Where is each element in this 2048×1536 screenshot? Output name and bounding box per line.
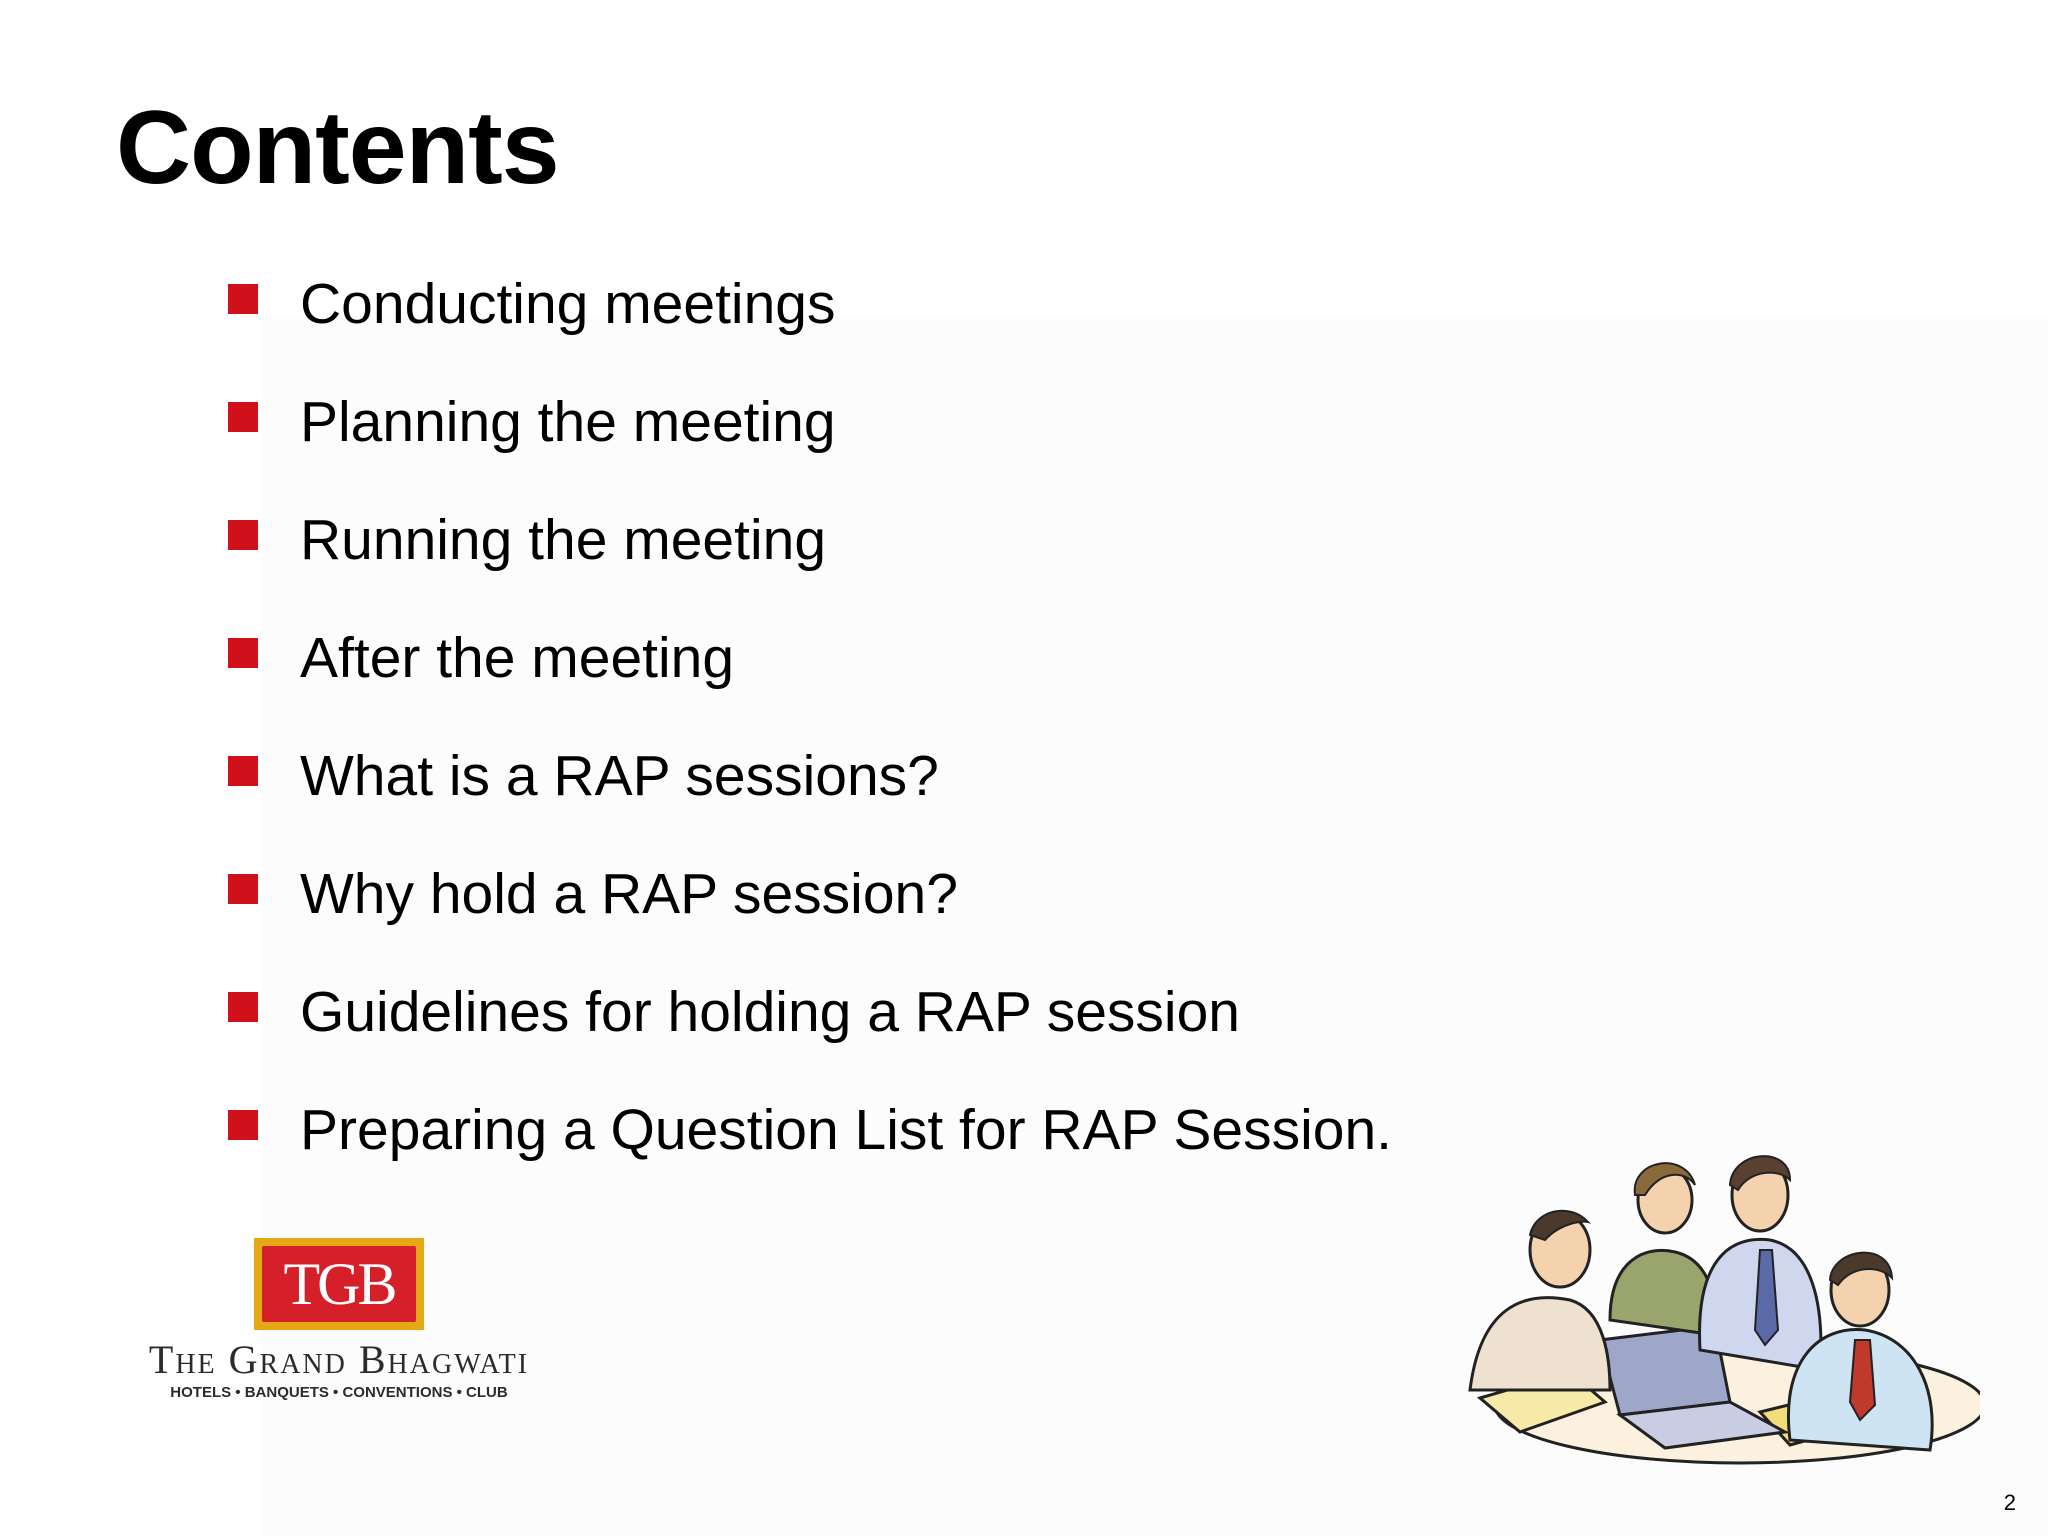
square-bullet-icon	[228, 1110, 258, 1140]
square-bullet-icon	[228, 402, 258, 432]
business-meeting-clipart-icon	[1460, 1140, 1980, 1480]
list-item	[228, 1092, 1392, 1210]
square-bullet-icon	[228, 874, 258, 904]
square-bullet-icon	[228, 520, 258, 550]
hotel-logo	[104, 1238, 574, 1408]
list-item	[228, 266, 1392, 384]
logo-badge	[254, 1238, 424, 1330]
list-item-label: What is a RAP sessions?	[300, 744, 939, 808]
list-item-label: Preparing a Question List for RAP Session.	[300, 1098, 1393, 1162]
list-item-label: Running the meeting	[300, 508, 827, 572]
list-item	[228, 502, 1392, 620]
page-number: 2	[2003, 1490, 2016, 1515]
list-item	[228, 620, 1392, 738]
square-bullet-icon	[228, 756, 258, 786]
list-item-label: Planning the meeting	[300, 390, 836, 454]
logo-monogram: TGB	[283, 1251, 395, 1317]
slide-title: Contents	[116, 90, 559, 206]
logo-tagline: HOTELS • BANQUETS • CONVENTIONS • CLUB	[170, 1384, 508, 1401]
list-item-label: Why hold a RAP session?	[300, 862, 958, 926]
list-item	[228, 856, 1392, 974]
contents-list	[228, 266, 1392, 1210]
square-bullet-icon	[228, 992, 258, 1022]
logo-name: The Grand Bhagwati	[148, 1337, 530, 1382]
list-item-label: After the meeting	[300, 626, 735, 690]
list-item	[228, 738, 1392, 856]
list-item	[228, 384, 1392, 502]
list-item-label: Conducting meetings	[300, 272, 836, 336]
square-bullet-icon	[228, 638, 258, 668]
list-item-label: Guidelines for holding a RAP session	[300, 980, 1240, 1044]
square-bullet-icon	[228, 284, 258, 314]
list-item	[228, 974, 1392, 1092]
